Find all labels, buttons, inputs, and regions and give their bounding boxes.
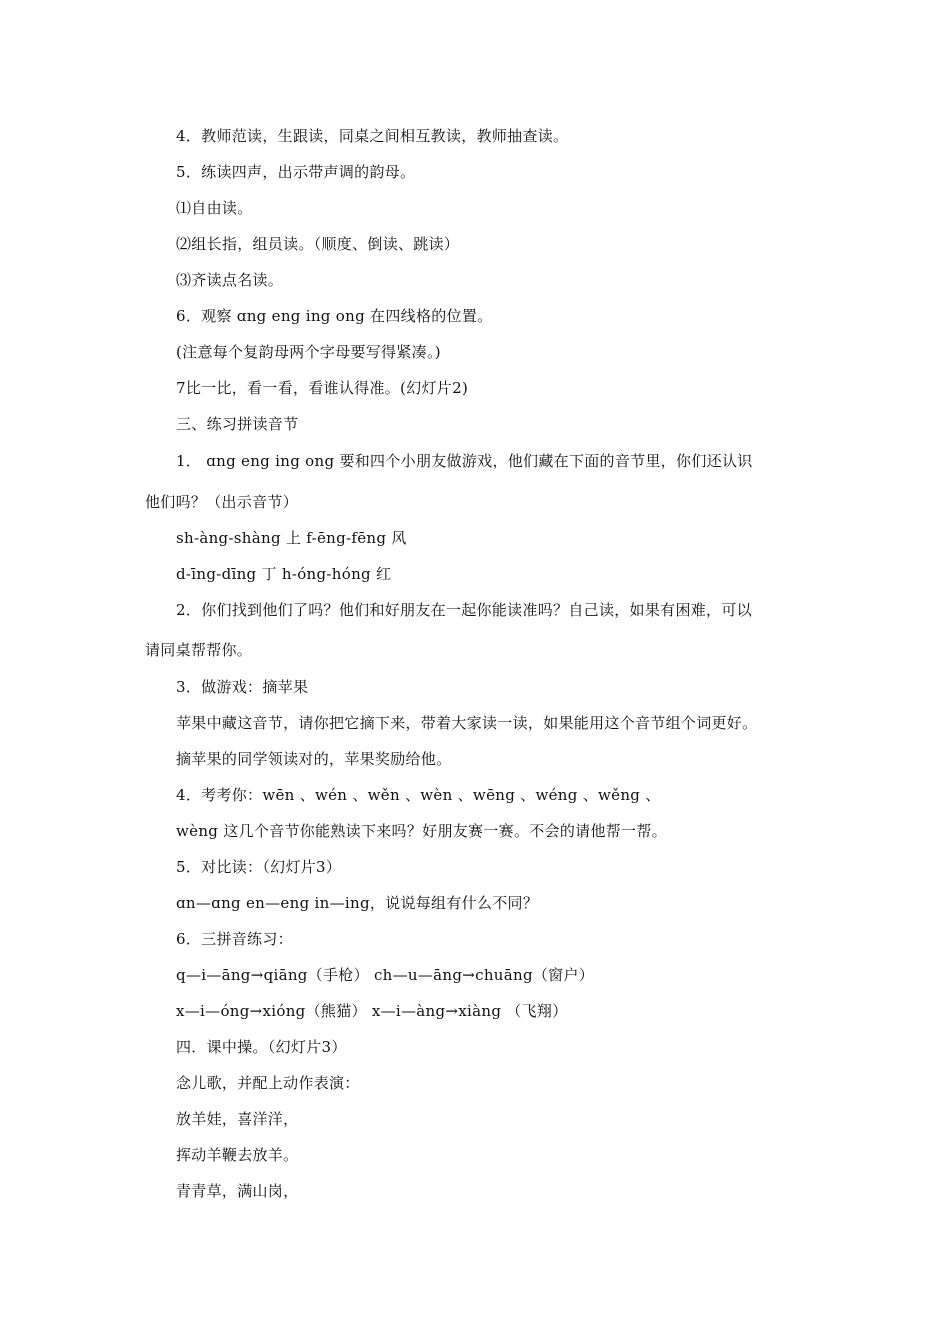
rhyme-line-2: 挥动羊鞭去放羊。 [176, 1146, 299, 1164]
rhyme-intro: 念儿歌，并配上动作表演： [176, 1074, 360, 1092]
section-4-heading: 四．课中操。（幻灯片3） [176, 1038, 347, 1056]
sub-step-1-free-reading: ⑴自由读。 [176, 199, 253, 217]
exercise-2-line-1: 2．你们找到他们了吗？他们和好朋友在一起你能读准吗？自己读，如果有困难，可以 [176, 601, 752, 619]
syllable-row-1: sh-àng-shàng 上 f-ēng-fēng 风 [176, 529, 407, 547]
three-part-row-2: x—i—óng→xióng（熊猫） x—i—àng→xiàng （飞翔） [176, 1002, 568, 1020]
step-7-compare: 7比一比，看一看，看谁认得准。(幻灯片2) [176, 379, 469, 397]
exercise-2-line-2: 请同桌帮帮你。 [145, 641, 253, 659]
syllable-row-2: d-īng-dīng 丁 h-óng-hóng 红 [176, 565, 392, 583]
exercise-6-three-part: 6．三拼音练习： [176, 930, 293, 948]
game-instruction-2: 摘苹果的同学领读对的，苹果奖励给他。 [176, 750, 452, 768]
exercise-4-quiz: 4．考考你：wēn 、wén 、wěn 、wèn 、wēng 、wéng 、wěng 、 [176, 786, 661, 804]
rhyme-line-1: 放羊娃，喜洋洋， [176, 1110, 299, 1128]
sub-step-2-group-reading: ⑵组长指，组员读。（顺度、倒读、跳读） [176, 235, 460, 253]
step-4-teacher-reading: 4．教师范读，生跟读，同桌之间相互教读，教师抽查读。 [176, 127, 569, 145]
step-6-observe-position: 6．观察 ɑng eng ing ong 在四线格的位置。 [176, 307, 493, 325]
three-part-row-1: q—i—āng→qiāng（手枪） ch—u—āng→chuāng（窗户） [176, 966, 595, 984]
exercise-5-contrast: 5．对比读：（幻灯片3） [176, 858, 342, 876]
rhyme-line-3: 青青草，满山岗， [176, 1182, 299, 1200]
exercise-1-line-2: 他们吗？（出示音节） [145, 493, 299, 511]
game-instruction-1: 苹果中藏这音节，请你把它摘下来，带着大家读一读，如果能用这个音节组个词更好。 [176, 714, 758, 732]
sub-step-3-roll-call-reading: ⑶齐读点名读。 [176, 271, 284, 289]
exercise-3-game: 3．做游戏：摘苹果 [176, 678, 309, 696]
note-compact-writing: (注意每个复韵母两个字母要写得紧凑。) [176, 343, 441, 361]
section-3-heading: 三、练习拼读音节 [176, 415, 299, 433]
exercise-4-continued: wèng 这几个音节你能熟读下来吗？好朋友赛一赛。不会的请他帮一帮。 [176, 822, 667, 840]
contrast-pairs: ɑn—ɑng en—eng in—ing，说说每组有什么不同？ [176, 894, 539, 912]
exercise-1-line-1: 1． ɑng eng ing ong 要和四个小朋友做游戏，他们藏在下面的音节里，你们还认识 [176, 452, 753, 470]
step-5-four-tones: 5．练读四声，出示带声调的韵母。 [176, 163, 416, 181]
